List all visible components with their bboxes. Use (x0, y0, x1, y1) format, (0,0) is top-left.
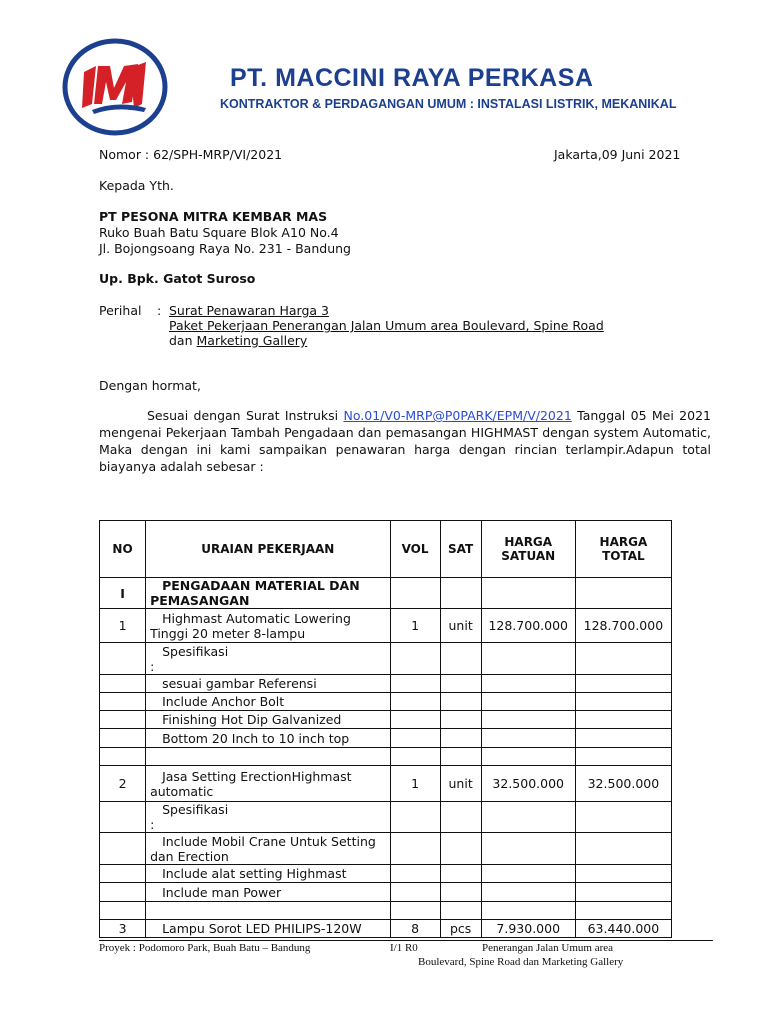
recipient-address-2: Jl. Bojongsoang Raya No. 231 - Bandung (99, 241, 351, 256)
row-desc (146, 865, 390, 883)
row-vol (390, 802, 440, 833)
attention-line: Up. Bpk. Gatot Suroso (99, 271, 256, 286)
row-total-price (575, 643, 671, 675)
table-row (100, 766, 672, 802)
row-unit-price (481, 729, 575, 748)
header-no: NO (100, 521, 146, 578)
header-desc: URAIAN PEKERJAAN (146, 521, 390, 578)
row-total-price (575, 833, 671, 865)
row-total-price (575, 883, 671, 902)
row-vol (390, 729, 440, 748)
company-tagline: KONTRAKTOR & PERDAGANGAN UMUM : INSTALASI LISTRIK, MEKANIKAL (220, 97, 677, 111)
recipient-address-1: Ruko Buah Batu Square Blok A10 No.4 (99, 225, 339, 240)
footer-scope-2: Boulevard, Spine Road dan Marketing Gallery (418, 956, 624, 968)
row-no (100, 883, 146, 902)
table-row (100, 729, 672, 748)
letterhead (0, 30, 768, 140)
row-vol (390, 833, 440, 865)
body-line-2: mengenai Pekerjaan Tambah Pengadaan dan pemasangan HIGHMAST dengan system Automatic, (99, 425, 711, 440)
table-row (100, 865, 672, 883)
row-unit-price: 128.700.000 (481, 609, 575, 643)
header-total-price (575, 521, 671, 578)
row-vol: 1 (390, 609, 440, 643)
row-sat (440, 711, 481, 729)
header-unit-price-2: SATUAN (501, 549, 556, 563)
row-sat: unit (440, 609, 481, 643)
header-vol: VOL (390, 521, 440, 578)
row-desc (146, 902, 390, 920)
row-desc-line-1: Lampu Sorot LED PHILIPS-120W (162, 921, 362, 936)
table-row (100, 883, 672, 902)
row-no (100, 729, 146, 748)
row-desc-line-1: Include Anchor Bolt (162, 694, 285, 709)
instruction-link[interactable]: No.01/V0-MRP@P0PARK/EPM/V/2021 (343, 408, 572, 423)
row-vol (390, 578, 440, 609)
row-desc (146, 693, 390, 711)
footer-divider (99, 940, 713, 941)
row-unit-price (481, 643, 575, 675)
row-vol: 1 (390, 766, 440, 802)
body-line-3: Maka dengan ini kami sampaikan penawaran harga dengan rincian terlampir.Adapun total (99, 442, 711, 457)
row-sat (440, 578, 481, 609)
row-no (100, 802, 146, 833)
row-total-price (575, 675, 671, 693)
row-desc-line-1: Jasa Setting ErectionHighmast (162, 768, 352, 784)
footer-project: Proyek : Podomoro Park, Buah Batu – Bandung (99, 942, 311, 954)
row-desc-line-1: Finishing Hot Dip Galvanized (162, 712, 342, 727)
row-desc (146, 883, 390, 902)
table-body (100, 578, 672, 938)
row-total-price: 32.500.000 (575, 766, 671, 802)
table-row (100, 675, 672, 693)
row-desc-line-2: dan Erection (150, 848, 229, 864)
row-desc (146, 609, 390, 643)
row-vol (390, 865, 440, 883)
row-vol (390, 643, 440, 675)
row-vol (390, 675, 440, 693)
row-vol (390, 902, 440, 920)
row-unit-price (481, 578, 575, 609)
table-row (100, 711, 672, 729)
row-vol (390, 711, 440, 729)
row-desc-line-2: Tinggi 20 meter 8-lampu (150, 625, 306, 641)
row-desc (146, 643, 390, 675)
row-unit-price (481, 902, 575, 920)
row-total-price (575, 578, 671, 609)
footer-page: I/1 R0 (390, 942, 418, 954)
row-desc (146, 748, 390, 766)
subject-line-3 (169, 333, 307, 348)
body-line-1-post: Tanggal 05 Mei 2021 (577, 408, 711, 423)
row-sat (440, 865, 481, 883)
row-sat: unit (440, 766, 481, 802)
row-no (100, 833, 146, 865)
row-desc-line-1: sesuai gambar Referensi (162, 676, 317, 691)
header-unit-price-1: HARGA (504, 535, 553, 549)
table-row (100, 643, 672, 675)
header-unit-price (481, 521, 575, 578)
row-desc-line-1: Include alat setting Highmast (162, 866, 347, 881)
table-row (100, 748, 672, 766)
row-vol (390, 748, 440, 766)
subject-colon: : (157, 303, 162, 318)
header-total-price-1: HARGA (599, 535, 648, 549)
row-desc-line-2: : (150, 817, 155, 832)
row-no: 3 (100, 920, 146, 938)
row-unit-price (481, 833, 575, 865)
row-no (100, 693, 146, 711)
row-total-price: 128.700.000 (575, 609, 671, 643)
table-row (100, 609, 672, 643)
row-desc (146, 802, 390, 833)
row-no (100, 748, 146, 766)
row-total-price (575, 865, 671, 883)
row-desc-line-1: Bottom 20 Inch to 10 inch top (162, 730, 350, 746)
row-no (100, 865, 146, 883)
row-total-price (575, 802, 671, 833)
company-logo (62, 38, 168, 136)
row-desc-line-1: Include man Power (162, 884, 282, 900)
row-desc (146, 920, 390, 938)
row-sat (440, 802, 481, 833)
row-total-price (575, 902, 671, 920)
row-no (100, 643, 146, 675)
row-sat (440, 729, 481, 748)
row-unit-price (481, 693, 575, 711)
row-sat (440, 643, 481, 675)
table-row (100, 833, 672, 865)
row-vol (390, 693, 440, 711)
price-table (99, 520, 672, 938)
row-desc-line-2: automatic (150, 783, 214, 799)
greeting: Dengan hormat, (99, 378, 201, 393)
row-desc-line-2: : (150, 658, 155, 674)
row-desc-line-1: Spesifikasi (162, 643, 229, 659)
salutation-to: Kepada Yth. (99, 178, 174, 193)
subject-label: Perihal (99, 303, 142, 318)
row-unit-price (481, 748, 575, 766)
row-no (100, 711, 146, 729)
row-sat (440, 902, 481, 920)
row-sat: pcs (440, 920, 481, 938)
row-unit-price (481, 675, 575, 693)
row-desc (146, 766, 390, 802)
table-row (100, 902, 672, 920)
row-sat (440, 693, 481, 711)
row-no (100, 675, 146, 693)
row-unit-price (481, 865, 575, 883)
row-total-price (575, 729, 671, 748)
row-desc-line-1: Highmast Automatic Lowering (162, 610, 351, 626)
row-desc (146, 711, 390, 729)
row-sat (440, 748, 481, 766)
header-total-price-2: TOTAL (602, 549, 645, 563)
subject-line-3-prefix: dan (169, 333, 193, 348)
body-paragraph (99, 407, 711, 475)
recipient-company: PT PESONA MITRA KEMBAR MAS (99, 209, 328, 224)
row-total-price: 63.440.000 (575, 920, 671, 938)
table-row (100, 693, 672, 711)
letter-date: Jakarta,09 Juni 2021 (554, 147, 681, 162)
row-desc (146, 833, 390, 865)
row-sat (440, 833, 481, 865)
row-total-price (575, 748, 671, 766)
row-no: 1 (100, 609, 146, 643)
row-unit-price: 32.500.000 (481, 766, 575, 802)
row-no: I (100, 578, 146, 609)
row-desc-line-2: PEMASANGAN (150, 593, 250, 608)
row-unit-price (481, 802, 575, 833)
table-row (100, 802, 672, 833)
body-line-4: biayanya adalah sebesar : (99, 459, 264, 474)
row-desc (146, 675, 390, 693)
row-desc (146, 578, 390, 609)
row-desc-line-1: PENGADAAN MATERIAL DAN (162, 578, 360, 593)
row-total-price (575, 711, 671, 729)
subject-line-3-text: Marketing Gallery (196, 333, 308, 348)
footer-scope-1: Penerangan Jalan Umum area (482, 942, 614, 954)
table-header-row (100, 521, 672, 578)
header-sat: SAT (440, 521, 481, 578)
row-no: 2 (100, 766, 146, 802)
table-row (100, 920, 672, 938)
letter-number: Nomor : 62/SPH-MRP/VI/2021 (99, 147, 283, 162)
row-no (100, 902, 146, 920)
row-unit-price (481, 711, 575, 729)
row-desc-line-1: Spesifikasi (162, 802, 229, 817)
row-unit-price (481, 883, 575, 902)
company-name: PT. MACCINI RAYA PERKASA (230, 64, 594, 92)
row-desc-line-1: Include Mobil Crane Untuk Setting (162, 833, 376, 849)
row-sat (440, 675, 481, 693)
row-vol (390, 883, 440, 902)
row-total-price (575, 693, 671, 711)
subject-line-1: Surat Penawaran Harga 3 (169, 303, 329, 318)
table-row (100, 578, 672, 609)
row-desc (146, 729, 390, 748)
row-vol: 8 (390, 920, 440, 938)
body-line-1 (99, 407, 711, 424)
subject-line-2: Paket Pekerjaan Penerangan Jalan Umum area Boulevard, Spine Road (169, 318, 604, 333)
row-sat (440, 883, 481, 902)
body-line-1-pre: Sesuai dengan Surat Instruksi (147, 408, 339, 423)
row-unit-price: 7.930.000 (481, 920, 575, 938)
